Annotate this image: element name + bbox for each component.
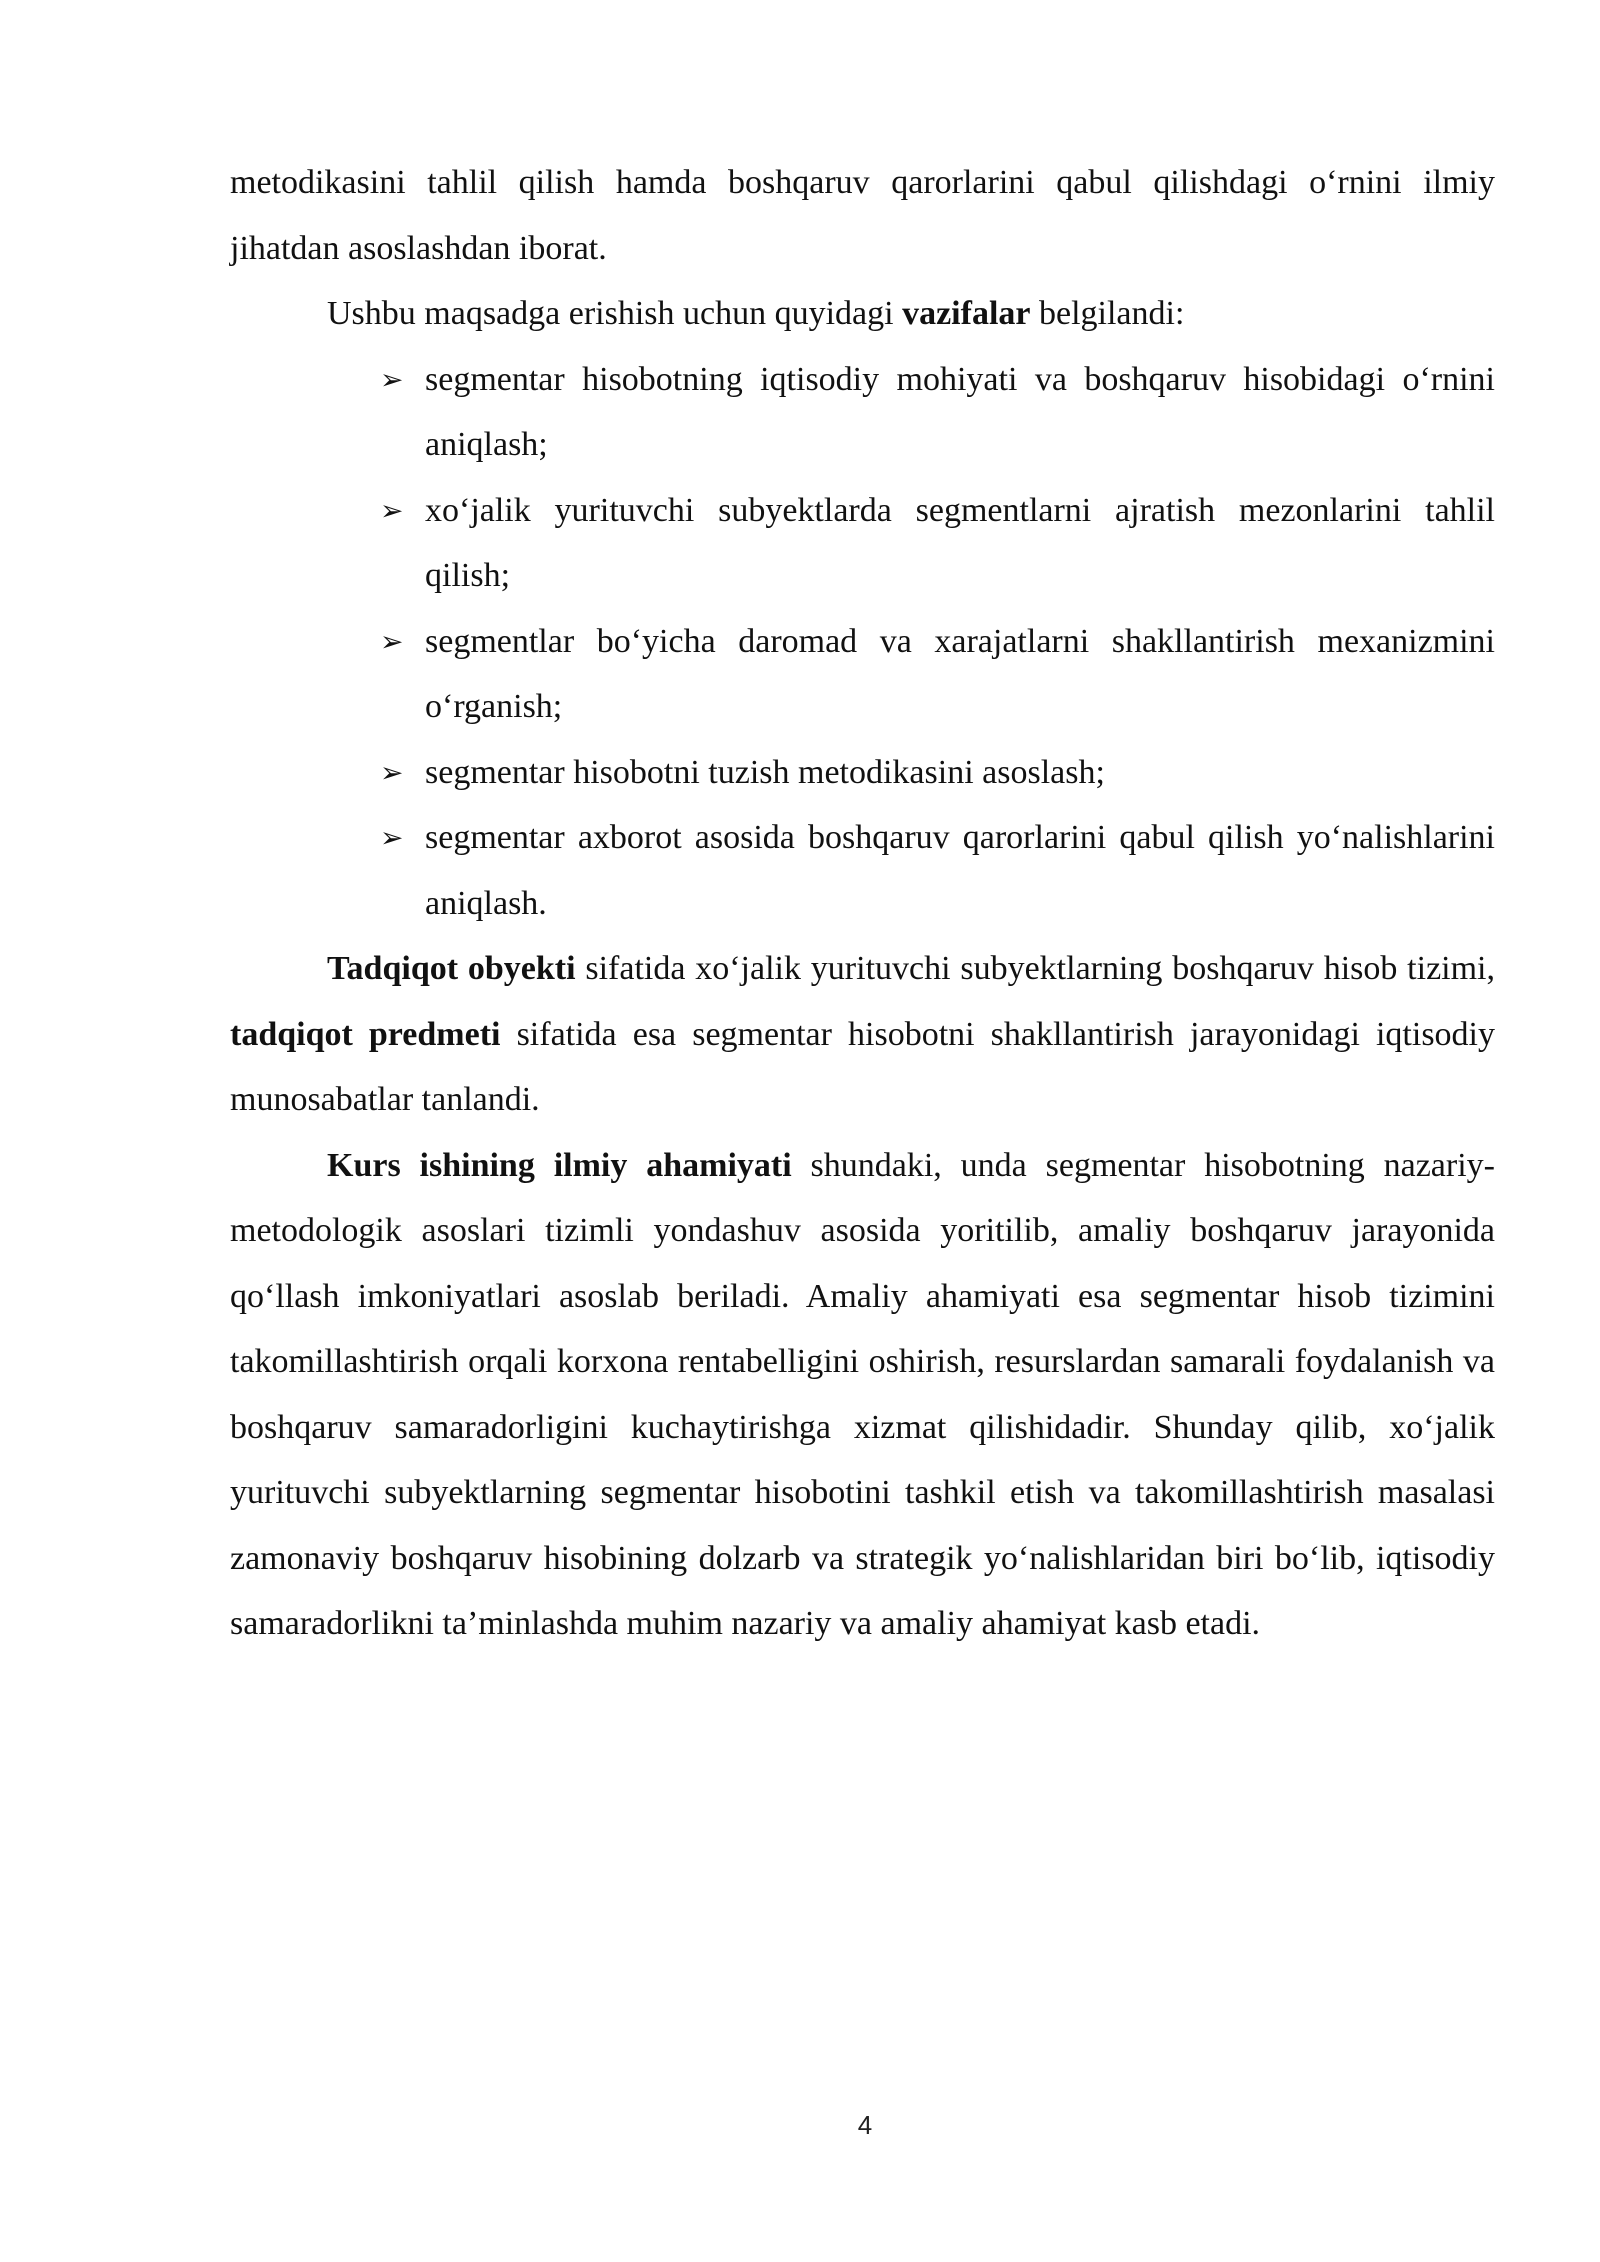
continuation-paragraph: metodikasini tahlil qilish hamda boshqaruv qarorlarini qabul qilishdagi o‘rnini ilmiy jihatdan asoslashdan iborat. — [230, 164, 1495, 267]
object-paragraph — [230, 936, 1495, 1133]
significance-term: Kurs ishining ilmiy ahamiyati — [327, 1146, 792, 1184]
object-term: Tadqiqot obyekti — [327, 950, 576, 987]
tasks-intro-bold: vazifalar — [902, 295, 1031, 332]
list-item — [380, 740, 1495, 806]
list-item — [380, 805, 1495, 936]
arrow-bullet-icon: ➢ — [380, 362, 404, 396]
page-number: 4 — [857, 2110, 873, 2140]
arrow-bullet-icon: ➢ — [380, 821, 404, 854]
tasks-intro-text: Ushbu maqsadga erishish uchun quyidagi — [327, 295, 903, 332]
subject-term: tadqiqot predmeti — [230, 1015, 501, 1053]
task-text: segmentlar bo‘yicha daromad va xarajatlarni shakllantirish mexanizmini o‘rganish; — [425, 622, 1495, 725]
arrow-bullet-icon: ➢ — [380, 493, 404, 527]
arrow-bullet-icon: ➢ — [380, 624, 404, 658]
document-page — [230, 150, 1495, 1657]
list-item — [380, 609, 1495, 740]
tasks-intro-paragraph — [230, 281, 1495, 347]
arrow-bullet-icon: ➢ — [380, 755, 404, 789]
object-text: sifatida xo‘jalik yurituvchi subyektlarning boshqaruv hisob tizimi, — [575, 950, 1496, 987]
significance-text: shundaki, unda segmentar hisobotning nazariy-metodologik asoslari tizimli yondashuv asosida yoritilib, amaliy boshqaruv jarayonida qo‘llash imkoniyatlari asoslab beriladi. Amaliy ahamiyati esa segmentar hisob tizimini takomillashtirish orqali korxona rentabelligini oshirish, resurslardan samarali foydalanish va boshqaruv samaradorligini kuchaytirishga xizmat qilishidadir. Shunday qilib, xo‘jalik yurituvchi subyektlarning segmentar hisobotini tashkil etish va takomillashtirish masalasi zamonaviy boshqaruv hisobining dolzarb va strategik yo‘nalishlaridan biri bo‘lib, iqtisodiy samaradorlikni ta’minlashda muhim nazariy va amaliy ahamiyat kasb etadi. — [230, 1146, 1495, 1642]
list-item — [380, 347, 1495, 478]
task-text: segmentar hisobotning iqtisodiy mohiyati va boshqaruv hisobidagi o‘rnini aniqlash; — [425, 360, 1495, 463]
task-text: segmentar hisobotni tuzish metodikasini asoslash; — [425, 753, 1105, 791]
task-text: segmentar axborot asosida boshqaruv qarorlarini qabul qilish yo‘nalishlarini aniqlash. — [425, 819, 1495, 922]
subject-text: sifatida esa segmentar hisobotni shakllantirish jarayonidagi iqtisodiy munosabatlar tanlandi. — [230, 1015, 1495, 1118]
list-item — [380, 478, 1495, 609]
significance-paragraph — [230, 1133, 1495, 1657]
tasks-intro-text-end: belgilandi: — [1030, 295, 1185, 332]
tasks-list — [230, 347, 1495, 937]
task-text: xo‘jalik yurituvchi subyektlarda segmentlarni ajratish mezonlarini tahlil qilish; — [425, 491, 1495, 594]
